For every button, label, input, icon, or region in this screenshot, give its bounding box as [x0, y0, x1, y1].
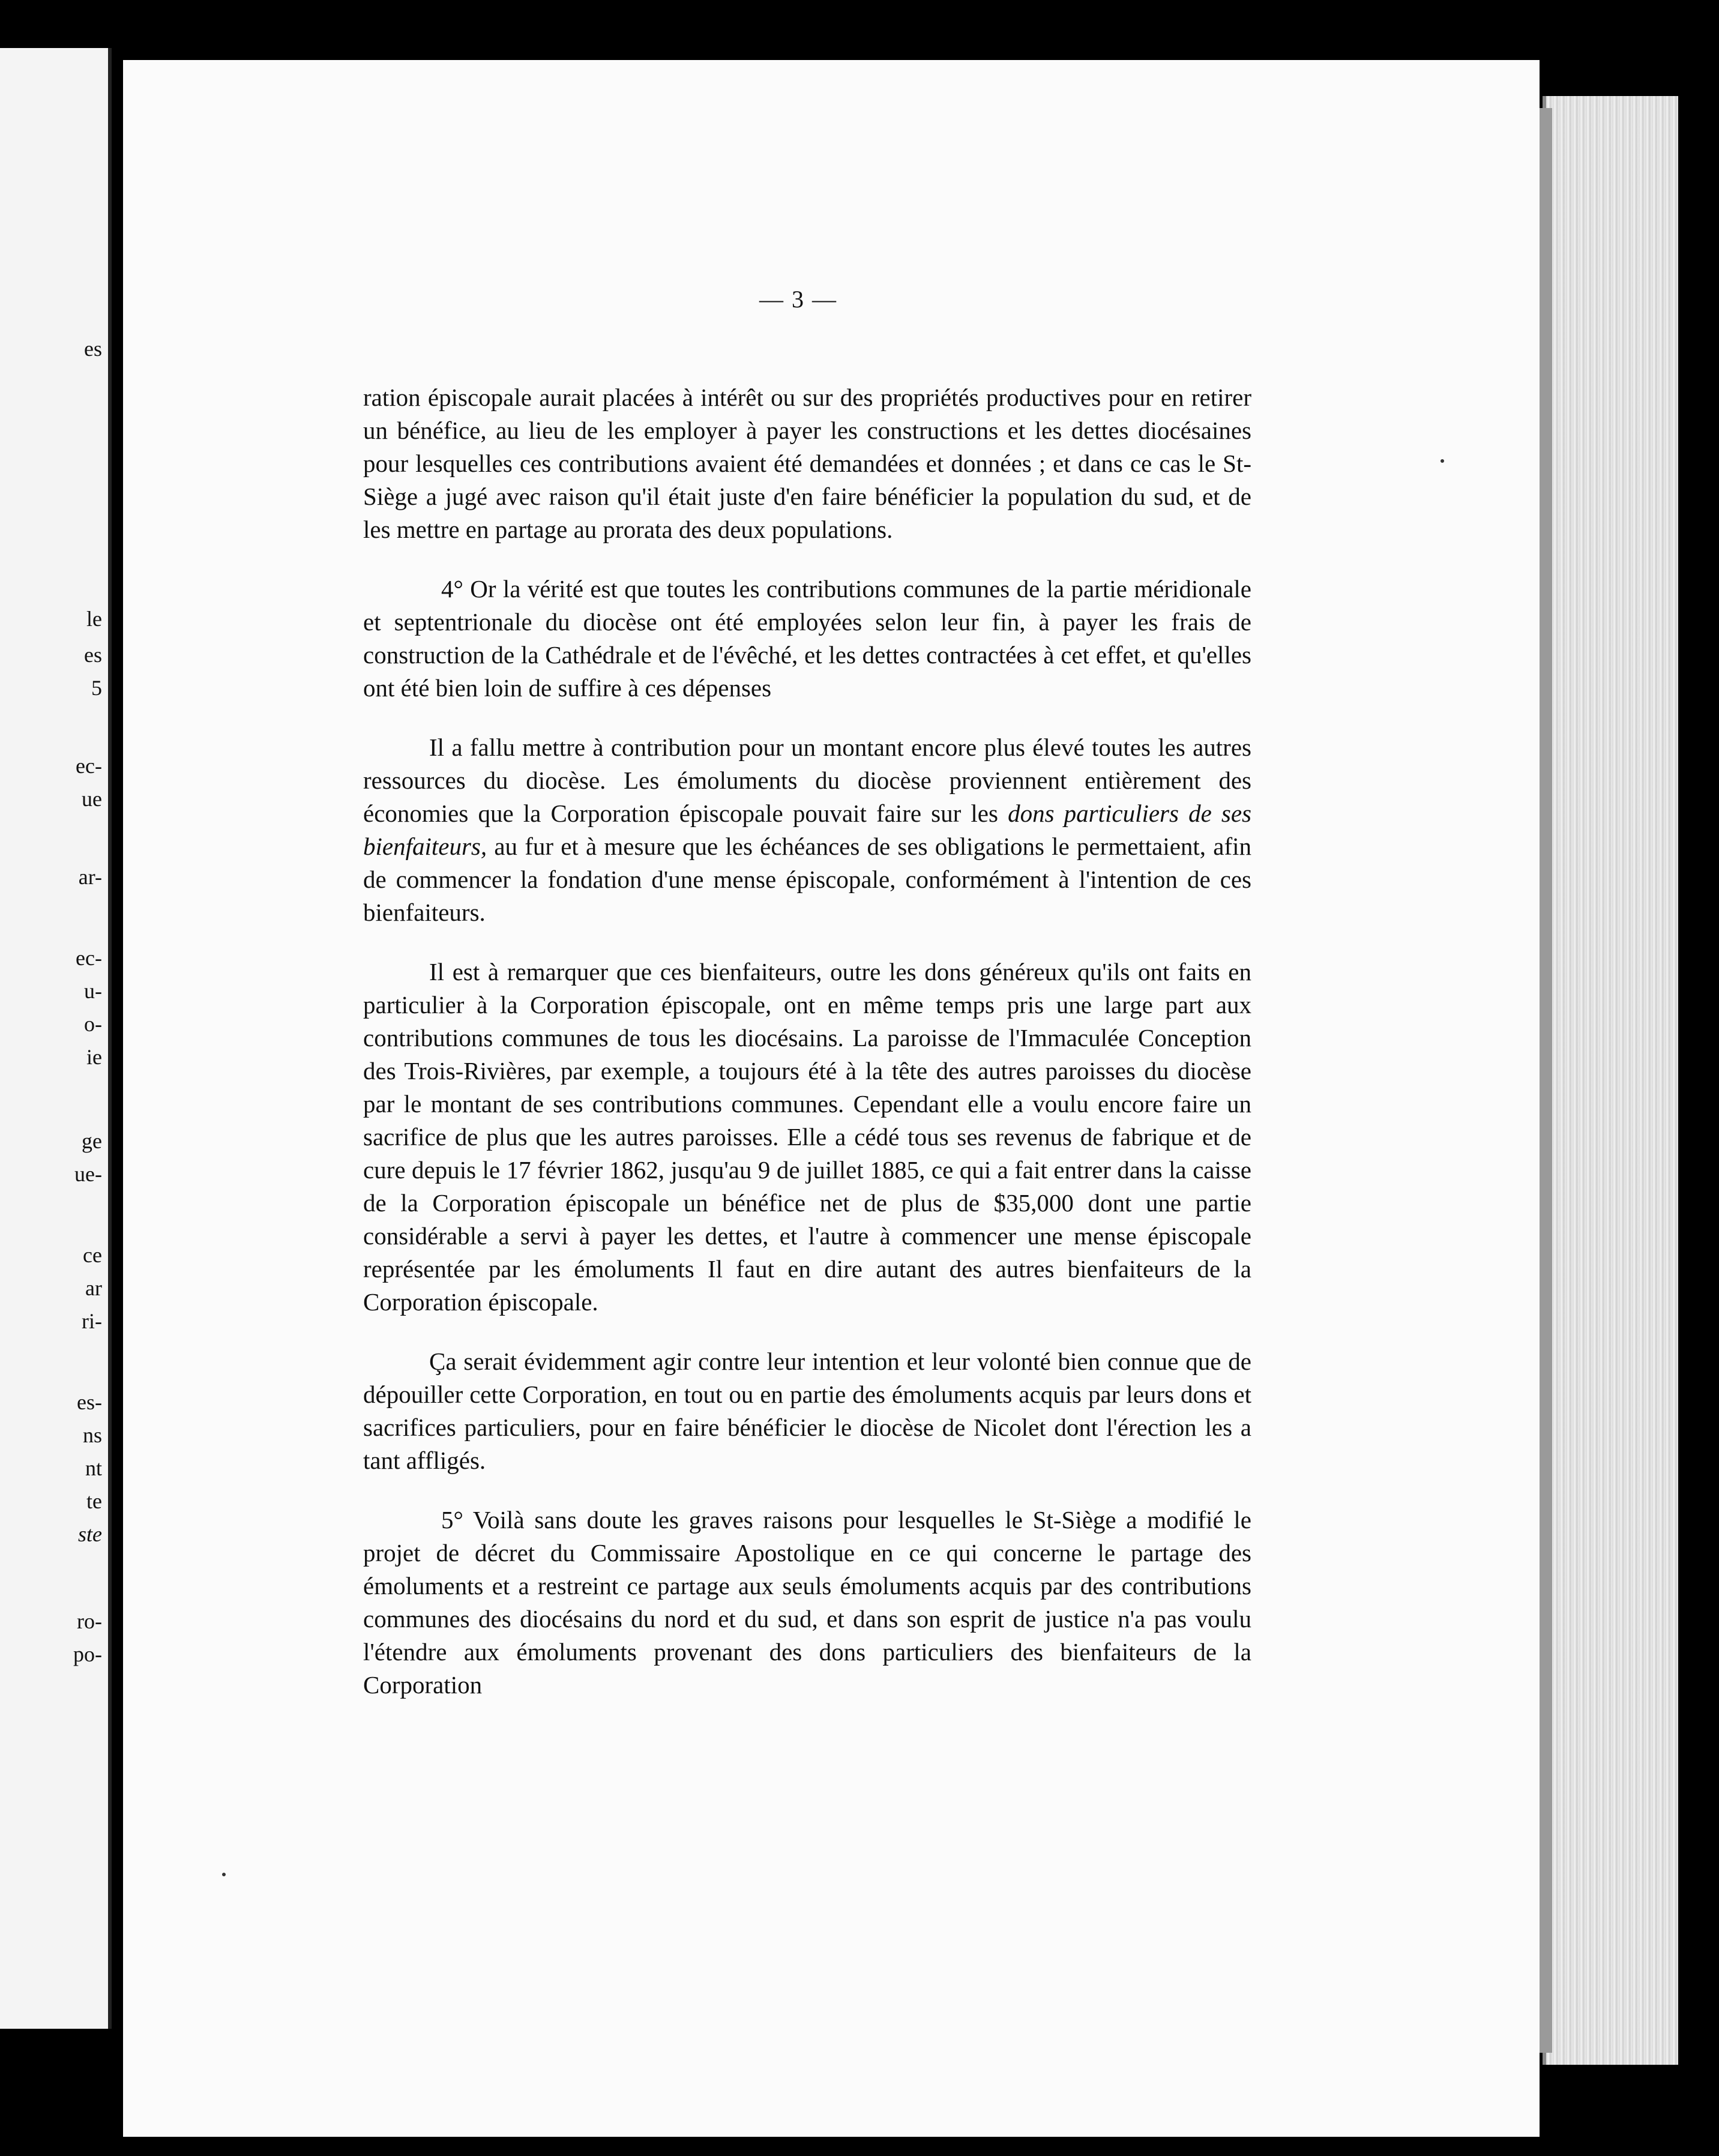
- left-fragment: ue: [82, 787, 102, 811]
- left-fragment: te: [86, 1489, 102, 1513]
- left-fragment: le: [86, 607, 102, 631]
- left-fragment: ec-: [76, 946, 102, 970]
- left-fragment: ce: [83, 1243, 102, 1267]
- paragraph: Ça serait évidemment agir contre leur intention et leur volonté bien connue que de dépouiller cette Corporation, en tout ou en partie des émoluments acquis par leurs dons et sacrifices particuliers, pour en faire bénéficier le diocèse de Nicolet dont l'érection les a tant affligés.: [363, 1348, 1251, 1474]
- left-fragment: u-: [84, 979, 102, 1003]
- italic-phrase: dons particuliers de ses bienfaiteurs,: [363, 799, 1251, 860]
- left-fragment: ste: [78, 1522, 102, 1546]
- paragraph: 4° Or la vérité est que toutes les contributions communes de la partie méridionale et septentrionale du diocèse ont été employées selon leur fin, à payer les frais de construction de la Cathédrale et de l'évêché, et les dettes contractées à cet effet, et qu'elles ont été bien loin de suffire à ces dépenses: [363, 575, 1251, 702]
- left-fragment: ns: [82, 1423, 102, 1447]
- left-fragment: ge: [82, 1129, 102, 1153]
- paragraph: 5° Voilà sans doute les graves raisons pour lesquelles le St-Siège a modifié le projet de décret du Commissaire Apostolique en ce qui concerne le partage des émoluments et a restreint ce partage aux seuls émoluments acquis par des contributions communes des diocésains du nord et du sud, et dans son esprit de justice n'a pas voulu l'étendre aux émoluments provenant des dons particuliers des bienfaiteurs de la Corporation: [363, 1506, 1251, 1699]
- left-fragment: es: [84, 643, 102, 667]
- left-fragment: es-: [77, 1390, 102, 1414]
- paragraph-text: au fur et à mesure que les échéances de ses obligations le permettaient, afin de commencer la fondation d'une mense épiscopale, conformément à l'intention de ces bienfaiteurs.: [363, 833, 1251, 926]
- left-fragment: o-: [84, 1012, 102, 1036]
- scan-speck: [1441, 459, 1444, 463]
- scan-speck: [222, 1873, 226, 1876]
- left-fragment: ec-: [76, 754, 102, 778]
- paragraph-text: Il a fallu mettre à contribution pour un montant encore plus élevé toutes les autres ressources du diocèse. Les émoluments du diocèse proviennent entièrement des économies que la Corporation épiscopale pouvait faire sur les: [363, 733, 1251, 827]
- left-fragment: ro-: [77, 1609, 102, 1633]
- left-fragment: po-: [73, 1642, 102, 1666]
- paragraph: [363, 731, 1251, 929]
- left-fragment: ie: [86, 1045, 102, 1069]
- left-fragment: nt: [85, 1456, 102, 1480]
- paragraph: ration épiscopale aurait placées à intérêt ou sur des propriétés productives pour en retirer un bénéfice, au lieu de les employer à payer les constructions et les dettes diocésaines pour lesquelles ces contributions avaient été demandées et données ; et dans ce cas le St-Siège a jugé avec raison qu'il était juste d'en faire bénéficier la population du sud, et de les mettre en partage au prorata des deux populations.: [363, 384, 1251, 543]
- paragraph: Il est à remarquer que ces bienfaiteurs, outre les dons généreux qu'ils ont faits en particulier à la Corporation épiscopale, ont en même temps pris une large part aux contributions communes de tous les diocésains. La paroisse de l'Immaculée Conception des Trois-Rivières, par exemple, a toujours été à la tête des autres paroisses du diocèse par le montant de ses contributions communes. Cependant elle a voulu encore faire un sacrifice de plus que les autres paroisses. Elle a cédé tous ses revenus de fabrique et de cure depuis le 17 février 1862, jusqu'au 9 de juillet 1885, ce qui a fait entrer dans la caisse de la Corporation épiscopale un bénéfice net de plus de $35,000 dont une partie considérable a servi à payer les dettes, et l'autre à commencer une mense épiscopale représentée par les émoluments Il faut en dire autant des autres bienfaiteurs de la Corporation épiscopale.: [363, 958, 1251, 1316]
- left-fragment: ar: [85, 1276, 102, 1300]
- left-fragment: 5: [91, 676, 102, 700]
- left-fragment: ue-: [74, 1162, 102, 1186]
- document-page: [123, 60, 1540, 2137]
- page-number: — 3 —: [759, 286, 837, 313]
- left-fragment: es: [84, 337, 102, 361]
- left-fragment: ar-: [78, 865, 102, 889]
- body-text: [363, 381, 1251, 1728]
- left-page-edge: [0, 48, 112, 2029]
- left-fragment: ri-: [82, 1309, 102, 1333]
- page-stack-edge: [1543, 96, 1678, 2065]
